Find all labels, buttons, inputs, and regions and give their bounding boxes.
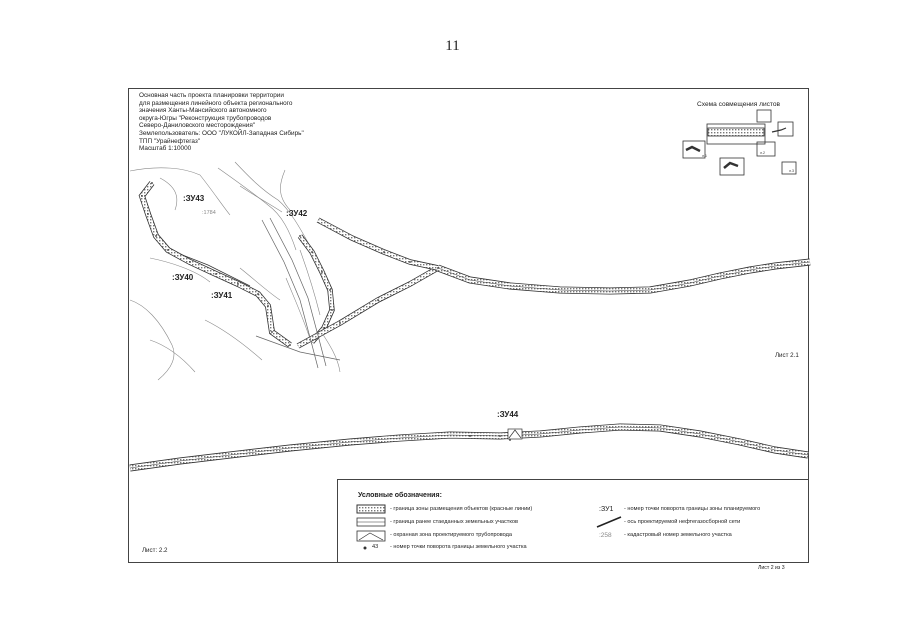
title-line: для размещения линейного объекта регионального bbox=[139, 99, 293, 107]
pipeline-corridor-zu42 bbox=[300, 236, 332, 342]
scheme-sheet-3-label: л.3 bbox=[789, 169, 794, 173]
tpp-line: ТПП "Урайнефтегаз" bbox=[139, 137, 201, 145]
land-user-line: Землепользователь: ООО "ЛУКОЙЛ-Западная Сибирь" bbox=[139, 129, 304, 137]
title-line: округа-Югры "Реконструкция трубопроводов bbox=[139, 114, 272, 122]
title-line: Основная часть проекта планировки территории bbox=[139, 92, 284, 99]
scheme-sheet-1-label: л.1 bbox=[702, 154, 707, 158]
parcel-label-zu41: :ЗУ41 bbox=[211, 291, 233, 300]
sheet-scheme-minimap bbox=[683, 110, 796, 175]
parcel-label-zu43: :ЗУ43 bbox=[183, 194, 205, 203]
parcel-label-zu42: :ЗУ42 bbox=[286, 209, 308, 218]
sheet-scheme-title: Схема совмещения листов bbox=[697, 101, 781, 108]
map-legend bbox=[337, 479, 809, 563]
pipeline-corridor-main bbox=[438, 262, 810, 291]
legend-zu-sample: :ЗУ1 bbox=[599, 506, 614, 513]
legend-axis: - ось проектируемой нефтегазосборной сети bbox=[624, 519, 741, 525]
legend-previous-parcels: - граница ранее стаеданных земельных участков bbox=[390, 519, 518, 525]
legend-title: Условные обозначения: bbox=[358, 492, 442, 499]
red-lines-symbol bbox=[356, 504, 386, 514]
legend-parcel-point: - номер точки поворота границы земельного участка bbox=[390, 544, 527, 550]
sheet-count-footer: Лист 2 из 3 bbox=[758, 565, 785, 571]
parcel-label-zu44: :ЗУ44 bbox=[497, 410, 519, 419]
security-zone-symbol bbox=[356, 530, 386, 542]
pipeline-corridor-diagonal bbox=[298, 220, 438, 346]
legend-point-number-sample: 43 bbox=[372, 544, 379, 550]
parcel-label-zu40: :ЗУ40 bbox=[172, 273, 194, 282]
previous-parcels-symbol bbox=[356, 517, 386, 527]
axis-line-symbol bbox=[596, 516, 622, 528]
turning-point-markers bbox=[141, 182, 511, 441]
sheet-label-2-1: Лист 2.1 bbox=[775, 352, 799, 359]
legend-cadastral-sample: :258 bbox=[599, 532, 612, 539]
terrain-contours bbox=[130, 162, 340, 380]
cadastral-number-label: :1784 bbox=[202, 210, 216, 216]
legend-security-zone: - охранная зона проектируемого трубопровода bbox=[390, 532, 513, 538]
sheet-label-2-2: Лист: 2.2 bbox=[142, 547, 168, 554]
title-line: значения Ханты-Мансийского автономного bbox=[139, 107, 267, 115]
title-line: Северо-Даниловского месторождения" bbox=[139, 122, 256, 130]
page-number: 11 bbox=[445, 38, 460, 54]
legend-red-lines: - граница зоны размещения объектов (красные линии) bbox=[390, 506, 533, 512]
scale-line: Масштаб 1:10000 bbox=[139, 145, 192, 153]
pipeline-corridor-lower bbox=[130, 427, 808, 468]
scheme-sheet-2-label: л.2 bbox=[760, 151, 765, 155]
pipeline-corridor-upper-left bbox=[142, 183, 290, 345]
legend-zone-point: - номер точки поворота границы зоны планируемого bbox=[624, 506, 761, 512]
legend-cadastral: - кадастровый номер земельного участка bbox=[624, 532, 732, 538]
point-dot-icon bbox=[362, 545, 368, 551]
